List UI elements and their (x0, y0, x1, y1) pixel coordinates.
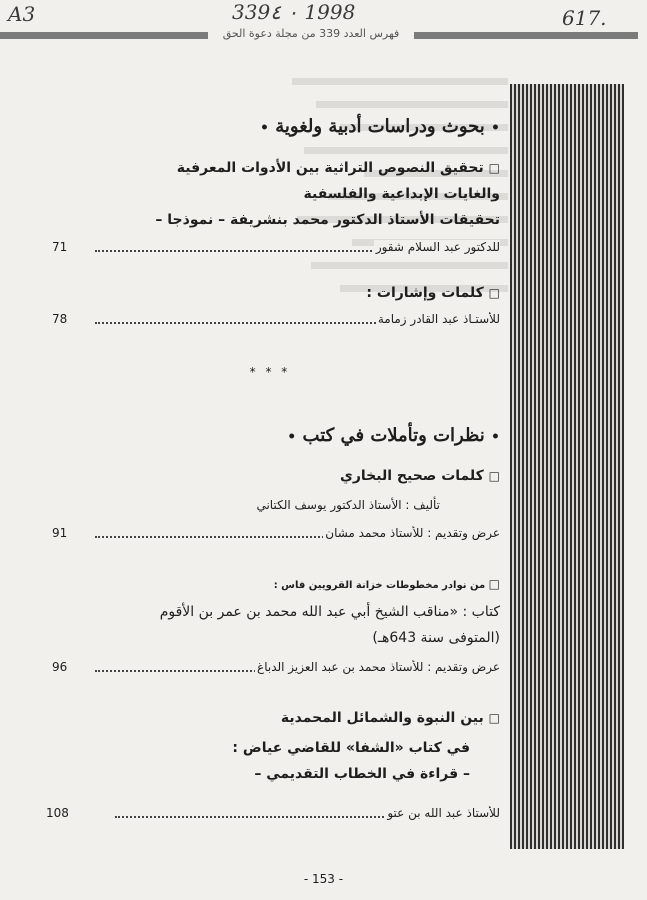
bullet-icon: • (260, 120, 269, 136)
entry-4-page: 96 (52, 660, 68, 674)
decorative-stripes (510, 84, 624, 849)
header-bar-right (414, 32, 638, 39)
checkbox-icon: □ (488, 469, 500, 483)
entry-1-title-line3: تحقيقات الأستاذ الدكتور محمد بنشريفة – نموذجا – (155, 212, 500, 228)
entry-5-subtitle-line2: – قراءة في الخطاب التقديمي – (254, 766, 470, 782)
section-heading-books: • نظرات وتأملات في كتب • (287, 425, 500, 446)
section-separator: * * * (249, 365, 291, 379)
handwritten-issue-code: 339٠ ٤ 1998 (232, 0, 356, 24)
bullet-icon: • (491, 429, 500, 445)
entry-2-author: للأستـاذ عبد القادر زمامة (95, 312, 500, 328)
entry-2-title: □ كلمات وإشارات : (366, 285, 500, 301)
entry-1-page: 71 (52, 240, 68, 254)
entry-4-book-line1: كتاب : «مناقب الشيخ أبي عبد الله محمد بن عمر بن الأقوم (159, 604, 500, 620)
entry-5-subtitle-line1: في كتاب «الشفا» للقاضي عياض : (232, 740, 470, 756)
entry-5-page: 108 (46, 806, 69, 820)
checkbox-icon: □ (488, 286, 500, 300)
section-heading-literary: • بحوث ودراسات أدبية ولغوية • (260, 116, 500, 137)
entry-3-page: 91 (52, 526, 68, 540)
handwritten-a3: A3 (8, 2, 36, 26)
entry-5-author: للأستاذ عبد الله بن عتو (115, 806, 500, 822)
page-number: - 153 - (303, 872, 344, 886)
entry-1-title-line2: والغايات الإبداعية والفلسفية (303, 186, 500, 202)
entry-1-author: للدكتور عبد السلام شقور (95, 240, 500, 256)
bullet-icon: • (287, 429, 297, 445)
header-bar-left (0, 32, 208, 39)
entry-3-title: □ كلمات صحيح البخاري (340, 468, 500, 484)
bullet-icon: • (491, 120, 500, 136)
handwritten-page-ref: 617. (562, 6, 607, 30)
entry-4-reviewer: عرض وتقديم : للأستاذ محمد بن عبد العزيز الدباغ (95, 660, 500, 676)
entry-1-title-line1: □ تحقيق النصوص التراثية بين الأدوات المعرفية (176, 160, 500, 176)
entry-4-title: □ من نوادر مخطوطات خزانة القرويين فاس : (273, 577, 500, 591)
running-header: فهرس العدد 339 من مجلة دعوة الحق (222, 27, 400, 40)
entry-2-page: 78 (52, 312, 68, 326)
entry-3-reviewer: عرض وتقديم : للأستاذ محمد مشان (95, 526, 500, 542)
checkbox-icon: □ (488, 577, 500, 591)
entry-3-book-author: تأليف : الأستاذ الدكتور يوسف الكتاني (256, 498, 440, 512)
entry-4-book-line2: (المتوفى سنة 643هـ) (372, 630, 500, 646)
checkbox-icon: □ (488, 161, 500, 175)
checkbox-icon: □ (488, 711, 500, 725)
entry-5-title: □ بين النبوة والشمائل المحمدية (280, 710, 500, 726)
